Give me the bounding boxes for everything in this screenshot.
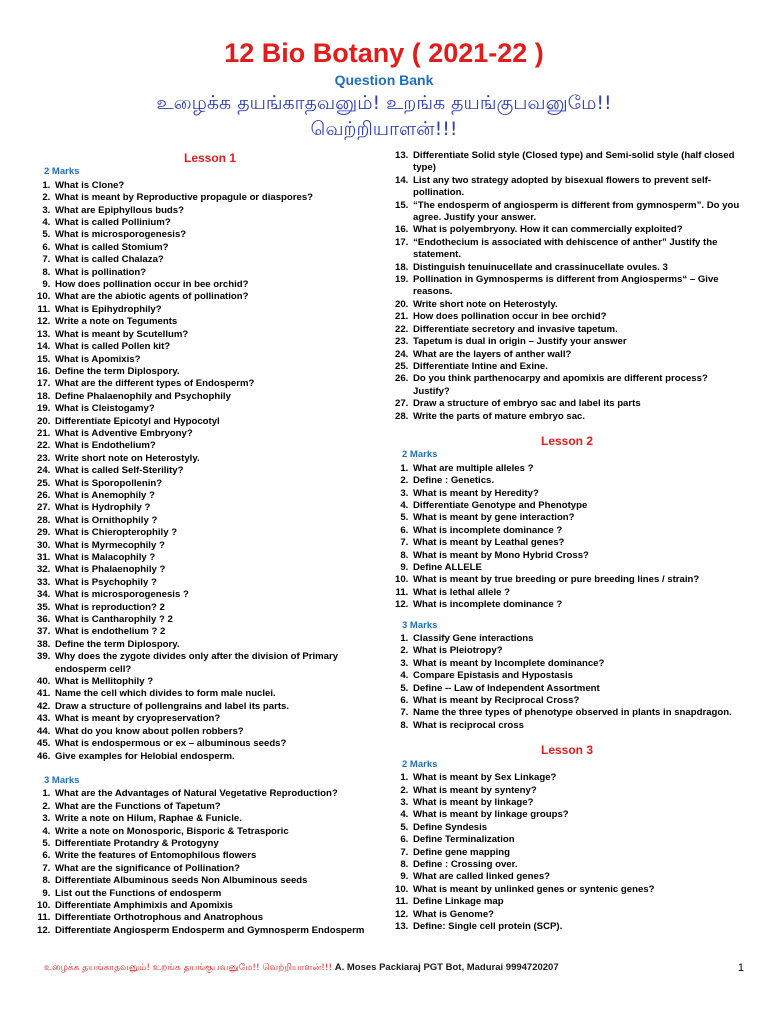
question-item: 14. List any two strategy adopted by bisexual flowers to prevent self-pollination. — [411, 175, 742, 200]
question-item: 41. Name the cell which divides to form male nuclei. — [53, 688, 386, 700]
question-item: 24. What are the layers of anther wall? — [411, 349, 742, 361]
question-item: 5. Define -- Law of Independent Assortment — [411, 683, 742, 695]
question-item: 8. What is meant by Mono Hybrid Cross? — [411, 550, 742, 562]
lesson-1-heading: Lesson 1 — [183, 151, 237, 165]
question-item: 34. What is microsporogenesis ? — [53, 589, 386, 601]
question-item: 1. What are the Advantages of Natural Vegetative Reproduction? — [53, 788, 386, 800]
question-item: 13. Define: Single cell protein (SCP). — [411, 921, 742, 933]
question-item: 45. What is endospermous or ex – albuminous seeds? — [53, 738, 386, 750]
question-item: 6. What is called Stomium? — [53, 242, 386, 254]
question-item: 5. Differentiate Protandry & Protogyny — [53, 838, 386, 850]
lesson-1-2marks-list — [34, 180, 386, 763]
question-item: 43. What is meant by cryopreservation? — [53, 713, 386, 725]
question-item: 14. What is called Pollen kit? — [53, 341, 386, 353]
right-column — [392, 150, 742, 933]
question-item: 28. Write the parts of mature embryo sac. — [411, 411, 742, 423]
question-item: 9. List out the Functions of endosperm — [53, 888, 386, 900]
question-item: 11. What is lethal allele ? — [411, 587, 742, 599]
question-item: 38. Define the term Diplospory. — [53, 639, 386, 651]
question-item: 4. What is meant by linkage groups? — [411, 809, 742, 821]
question-item: 4. Write a note on Monosporic, Bisporic & Tetrasporic — [53, 826, 386, 838]
question-item: 21. What is Adventive Embryony? — [53, 428, 386, 440]
question-item: 7. What are the significance of Pollination? — [53, 863, 386, 875]
question-item: 19. Pollination in Gymnosperms is different from Angiosperms“ – Give reasons. — [411, 274, 742, 299]
lesson-2-2marks-list — [392, 463, 742, 612]
page-number: 1 — [737, 962, 744, 974]
question-item: 12. Write a note on Teguments — [53, 316, 386, 328]
question-item: 31. What is Malacophily ? — [53, 552, 386, 564]
question-item: 2. What is meant by synteny? — [411, 785, 742, 797]
question-item: 2. What is Pleiotropy? — [411, 645, 742, 657]
question-item: 33. What is Psychophily ? — [53, 577, 386, 589]
lesson-2-heading: Lesson 2 — [540, 433, 594, 448]
question-item: 32. What is Phalaenophily ? — [53, 564, 386, 576]
question-item: 6. Write the features of Entomophilous flowers — [53, 850, 386, 862]
question-item: 6. What is meant by Reciprocal Cross? — [411, 695, 742, 707]
question-item: 2. What are the Functions of Tapetum? — [53, 801, 386, 813]
question-item: 5. What is microsporogenesis? — [53, 229, 386, 241]
question-item: 3. What is meant by linkage? — [411, 797, 742, 809]
question-item: 10. Differentiate Amphimixis and Apomixis — [53, 900, 386, 912]
question-item: 11. Define Linkage map — [411, 896, 742, 908]
lesson-2-3marks-heading: 3 Marks — [402, 619, 438, 631]
footer-motto: உழைக்க தயங்காதவனும்! உறங்க தயங்குபவனுமே!! வெற்றியாளன்!!! — [44, 963, 333, 973]
question-item: 12. Differentiate Angiosperm Endosperm and Gymnosperm Endosperm — [53, 925, 386, 937]
question-item: 26. What is Anemophily ? — [53, 490, 386, 502]
question-item: 46. Give examples for Helobial endosperm. — [53, 751, 386, 763]
question-item: 28. What is Ornithophily ? — [53, 515, 386, 527]
question-item: 29. What is Chieropterophily ? — [53, 527, 386, 539]
question-item: 18. Distinguish tenuinucellate and crassinucellate ovules. 3 — [411, 262, 742, 274]
question-item: 4. Differentiate Genotype and Phenotype — [411, 500, 742, 512]
page-title: 12 Bio Botany ( 2021-22 ) — [224, 38, 544, 68]
question-item: 13. What is meant by Scutellum? — [53, 329, 386, 341]
question-item: 27. What is Hydrophily ? — [53, 502, 386, 514]
question-item: 16. What is polyembryony. How it can commercially exploited? — [411, 224, 742, 236]
page-footer — [44, 962, 744, 974]
question-item: 39. Why does the zygote divides only after the division of Primary endosperm cell? — [53, 651, 386, 676]
lesson-1-3marks-list — [34, 788, 386, 937]
question-item: 12. What is incomplete dominance ? — [411, 599, 742, 611]
question-item: 7. What is called Chalaza? — [53, 254, 386, 266]
question-item: 16. Define the term Diplospory. — [53, 366, 386, 378]
question-item: 8. Define : Crossing over. — [411, 859, 742, 871]
motto-line-2: வெற்றியாளன்!!! — [310, 118, 458, 140]
left-column — [34, 150, 386, 937]
question-item: 40. What is Mellitophily ? — [53, 676, 386, 688]
footer-author: A. Moses Packiaraj PGT Bot, Madurai 9994720207 — [334, 962, 559, 973]
lesson-3-2marks-heading: 2 Marks — [402, 758, 438, 770]
question-item: 26. Do you think parthenocarpy and apomixis are different process? Justify? — [411, 373, 742, 398]
lesson-1-2marks-heading: 2 Marks — [44, 166, 80, 178]
question-item: 3. What is meant by Incomplete dominance? — [411, 658, 742, 670]
question-item: 1. What is meant by Sex Linkage? — [411, 772, 742, 784]
question-item: 36. What is Cantharophily ? 2 — [53, 614, 386, 626]
lesson-3-heading: Lesson 3 — [540, 743, 594, 758]
question-item: 5. Define Syndesis — [411, 822, 742, 834]
question-item: 17. “Endothecium is associated with dehiscence of anther” Justify the statement. — [411, 237, 742, 262]
question-item: 25. What is Sporopollenin? — [53, 478, 386, 490]
question-item: 35. What is reproduction? 2 — [53, 602, 386, 614]
question-item: 25. Differentiate Intine and Exine. — [411, 361, 742, 373]
question-item: 23. Tapetum is dual in origin – Justify your answer — [411, 336, 742, 348]
lesson-2-3marks-list — [392, 633, 742, 732]
question-item: 24. What is called Self-Sterility? — [53, 465, 386, 477]
lesson-1-3marks-list-continued — [392, 150, 742, 423]
question-item: 1. What is Clone? — [53, 180, 386, 192]
lesson-2-2marks-heading: 2 Marks — [402, 449, 438, 461]
question-item: 1. What are multiple alleles ? — [411, 463, 742, 475]
question-item: 11. Differentiate Orthotrophous and Anatrophous — [53, 912, 386, 924]
question-item: 37. What is endothelium ? 2 — [53, 626, 386, 638]
question-item: 12. What is Genome? — [411, 909, 742, 921]
question-item: 11. What is Epihydrophily? — [53, 304, 386, 316]
question-item: 18. Define Phalaenophily and Psychophily — [53, 391, 386, 403]
question-item: 8. What is reciprocal cross — [411, 720, 742, 732]
question-item: 10. What is meant by unlinked genes or syntenic genes? — [411, 884, 742, 896]
question-item: 3. Write a note on Hilum, Raphae & Funicle. — [53, 813, 386, 825]
question-item: 42. Draw a structure of pollengrains and label its parts. — [53, 701, 386, 713]
question-item: 22. Differentiate secretory and invasive tapetum. — [411, 324, 742, 336]
question-item: 7. Name the three types of phenotype observed in plants in snapdragon. — [411, 707, 742, 719]
question-item: 3. What is meant by Heredity? — [411, 488, 742, 500]
question-item: 10. What is meant by true breeding or pure breeding lines / strain? — [411, 574, 742, 586]
question-item: 8. What is pollination? — [53, 267, 386, 279]
lesson-3-2marks-list — [392, 772, 742, 933]
question-item: 20. Differentiate Epicotyl and Hypocotyl — [53, 416, 386, 428]
question-item: 15. “The endosperm of angiosperm is different from gymnosperm”. Do you agree. Justify your answer. — [411, 200, 742, 225]
question-item: 7. Define gene mapping — [411, 847, 742, 859]
question-item: 30. What is Myrmecophily ? — [53, 540, 386, 552]
question-item: 7. What is meant by Leathal genes? — [411, 537, 742, 549]
question-item: 1. Classify Gene interactions — [411, 633, 742, 645]
question-item: 17. What are the different types of Endosperm? — [53, 378, 386, 390]
question-item: 6. Define Terminalization — [411, 834, 742, 846]
motto-line-1: உழைக்க தயங்காதவனும்! உறங்க தயங்குபவனுமே!! — [156, 92, 612, 114]
question-item: 19. What is Cleistogamy? — [53, 403, 386, 415]
question-item: 4. Compare Epistasis and Hypostasis — [411, 670, 742, 682]
question-item: 44. What do you know about pollen robbers? — [53, 726, 386, 738]
question-item: 8. Differentiate Albuminous seeds Non Albuminous seeds — [53, 875, 386, 887]
question-item: 3. What are Epiphyllous buds? — [53, 205, 386, 217]
lesson-1-3marks-heading: 3 Marks — [44, 774, 80, 786]
question-item: 23. Write short note on Heterostyly. — [53, 453, 386, 465]
question-item: 10. What are the abiotic agents of pollination? — [53, 291, 386, 303]
question-item: 2. What is meant by Reproductive propagule or diaspores? — [53, 192, 386, 204]
question-item: 6. What is incomplete dominance ? — [411, 525, 742, 537]
question-item: 5. What is meant by gene interaction? — [411, 512, 742, 524]
question-item: 9. How does pollination occur in bee orchid? — [53, 279, 386, 291]
question-item: 21. How does pollination occur in bee orchid? — [411, 311, 742, 323]
question-item: 2. Define : Genetics. — [411, 475, 742, 487]
question-item: 9. Define ALLELE — [411, 562, 742, 574]
question-item: 13. Differentiate Solid style (Closed type) and Semi-solid style (half closed type) — [411, 150, 742, 175]
question-item: 27. Draw a structure of embryo sac and label its parts — [411, 398, 742, 410]
question-item: 20. Write short note on Heterostyly. — [411, 299, 742, 311]
question-item: 9. What are called linked genes? — [411, 871, 742, 883]
page-subtitle: Question Bank — [334, 72, 434, 88]
question-item: 22. What is Endothelium? — [53, 440, 386, 452]
question-item: 15. What is Apomixis? — [53, 354, 386, 366]
question-item: 4. What is called Pollinium? — [53, 217, 386, 229]
